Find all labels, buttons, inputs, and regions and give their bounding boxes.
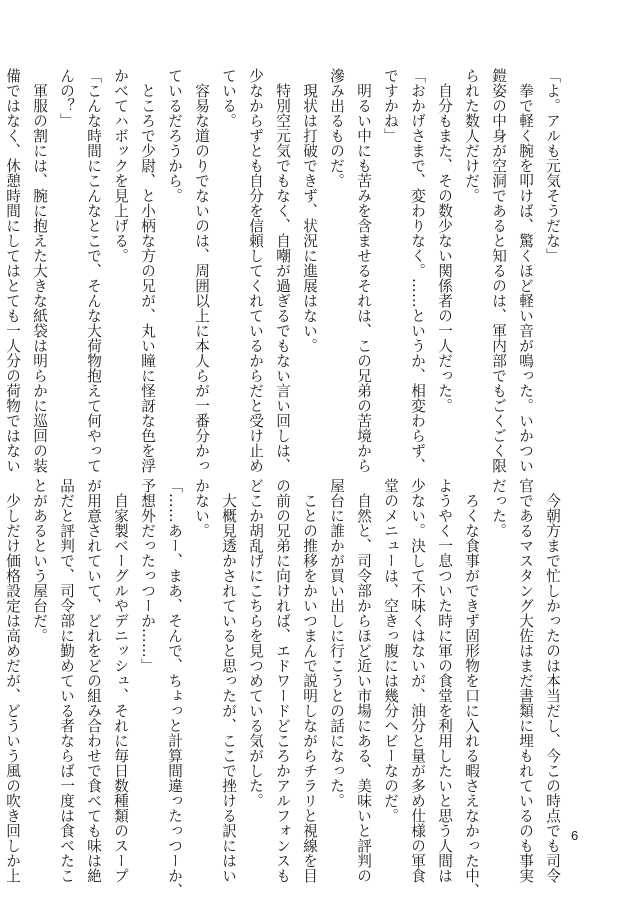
text-line: 鎧姿の中身が空洞であると知るのは、軍内部でもごくごく限 bbox=[490, 68, 507, 473]
text-line: 堂のメニューは、空きっ腹には幾分ヘビーなのだ。 bbox=[382, 478, 399, 823]
text-line: ですかね」 bbox=[382, 68, 399, 143]
upper-text-block bbox=[4, 68, 566, 473]
text-line: ことの推移をかいつまんで説明しながらチラリと視線を目 bbox=[301, 478, 318, 883]
text-line: 「……あー、まあ、そんで、ちょっと計算間違ったっつーか、 bbox=[166, 478, 183, 898]
page-number: 6 bbox=[571, 828, 579, 843]
text-line: が用意されていて、どれをどの組み合わせで食べても味は絶 bbox=[85, 478, 102, 883]
text-line: られた数人だけだ。 bbox=[463, 68, 480, 203]
text-line: 容易な道のりでないのは、周囲以上に本人らが一番分かっ bbox=[193, 68, 210, 473]
text-line: 「こんな時間にこんなとこで、そんな大荷物抱えて何やって bbox=[85, 68, 102, 473]
text-line: かない。 bbox=[193, 478, 210, 538]
text-line: 予想外だったっつーか……」 bbox=[139, 478, 156, 673]
text-line: 明るい中にも苦みを含ませるそれは、この兄弟の苦境から bbox=[355, 68, 372, 473]
text-line: 少ない。決して不味くはないが、油分と量が多め仕様の軍食 bbox=[409, 478, 426, 883]
text-line: の前の兄弟に向ければ、エドワードどころかアルフォンスも bbox=[274, 478, 291, 883]
text-line: 少しだけ価格設定は高めだが、どういう風の吹き回しか上 bbox=[4, 478, 21, 883]
text-line: 滲み出るものだ。 bbox=[328, 68, 345, 188]
text-line: 大概見透かされていると思ったが、ここで挫ける訳にはい bbox=[220, 478, 237, 883]
text-line: ている。 bbox=[220, 68, 237, 128]
text-line: どこか胡乱げにこちらを見つめている気がした。 bbox=[247, 478, 264, 808]
text-line: 拳で軽く腕を叩けば、驚くほど軽い音が鳴った。いかつい bbox=[517, 68, 534, 473]
text-line: 「おかげさまで、変わりなく。……というか、相変わらず、 bbox=[409, 68, 426, 473]
text-line: 屋台に誰かが買い出しに行こうとの話になった。 bbox=[328, 478, 345, 808]
text-line: 官であるマスタング大佐はまだ書類に埋もれているのも事実 bbox=[517, 478, 534, 883]
text-line: 自家製ベーグルやデニッシュ、それに毎日数種類のスープ bbox=[112, 478, 129, 883]
text-line: 「よ。アルも元気そうだな」 bbox=[544, 68, 561, 263]
text-line: とがあるという屋台だ。 bbox=[31, 478, 48, 643]
text-line: んの？」 bbox=[58, 68, 75, 128]
text-line: 特別空元気でもなく、自嘲が過ぎるでもない言い回しは、 bbox=[274, 68, 291, 473]
text-line: 今朝方まで忙しかったのは本当だし、今この時点でも司令 bbox=[544, 478, 561, 883]
text-line: 少なからずとも自分を信頼してくれているからだと受け止め bbox=[247, 68, 264, 473]
text-line: 品だと評判で、司令部に勤めている者ならば一度は食べたこ bbox=[58, 478, 75, 883]
text-line: ろくな食事ができず固形物を口に入れる暇さえなかった中、 bbox=[463, 478, 480, 898]
text-line: 自然と、司令部からほど近い市場にある、美味いと評判の bbox=[355, 478, 372, 883]
text-line: 備ではなく、休憩時間にしてはとても一人分の荷物ではない bbox=[4, 68, 21, 473]
text-line: ているだろうから。 bbox=[166, 68, 183, 203]
text-line: 現状は打破できず、状況に進展はない。 bbox=[301, 68, 318, 353]
text-line: だった。 bbox=[490, 478, 507, 538]
text-line: 自分もまた、その数少ない関係者の一人だった。 bbox=[436, 68, 453, 413]
text-line: かべてハボックを見上げる。 bbox=[112, 68, 129, 263]
text-line: 軍服の割には、腕に抱えた大きな紙袋は明らかに巡回の装 bbox=[31, 68, 48, 473]
text-line: ところで少尉、と小柄な方の兄が、丸い瞳に怪訝な色を浮 bbox=[139, 68, 156, 473]
text-line: ようやく一息ついた時に軍の食堂を利用したいと思う人間は bbox=[436, 478, 453, 883]
lower-text-block bbox=[4, 478, 566, 898]
